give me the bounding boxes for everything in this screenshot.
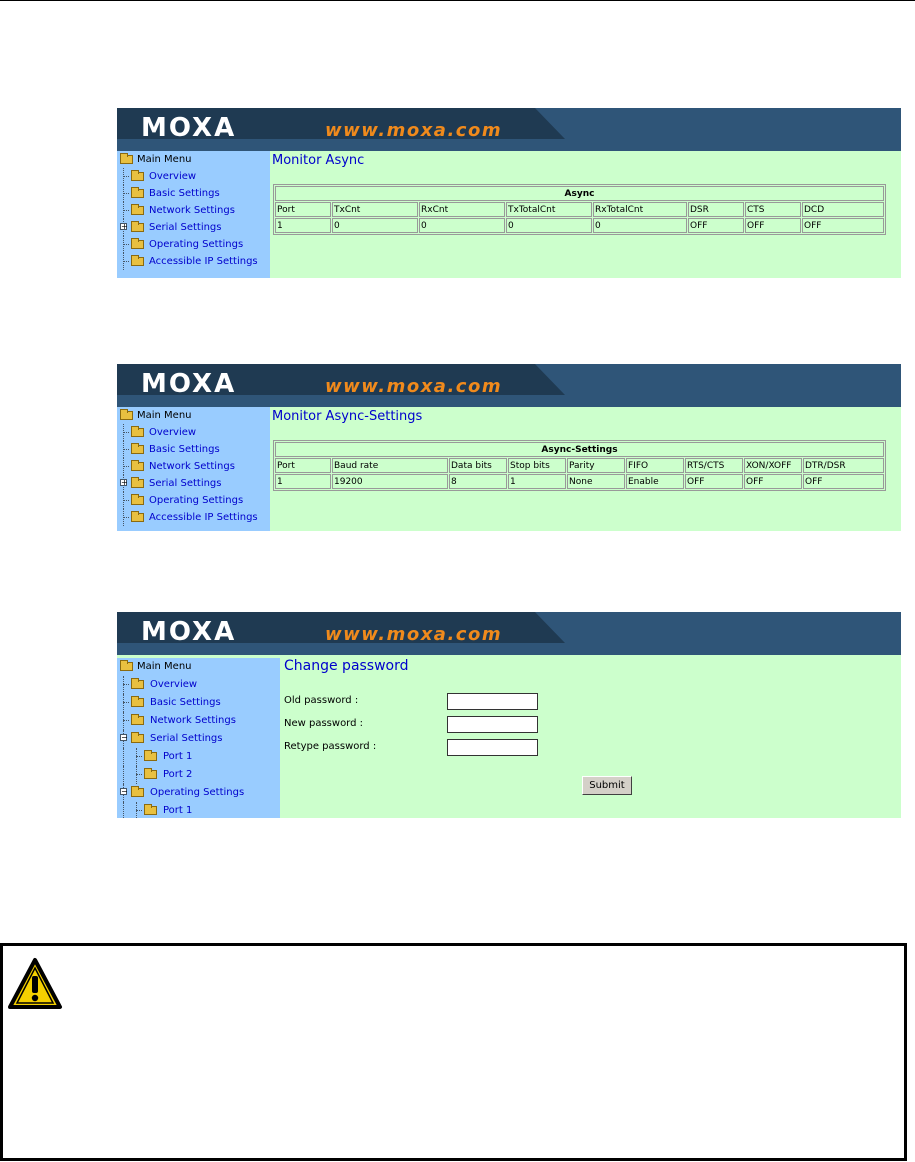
page-top-rule	[0, 0, 915, 1]
content-area	[270, 407, 901, 531]
warning-icon	[7, 956, 63, 1012]
async-settings-table	[273, 440, 886, 491]
folder-open-icon	[120, 155, 133, 164]
folder-icon	[131, 240, 144, 249]
folder-icon	[144, 806, 157, 815]
expand-plus-icon[interactable]: +	[121, 478, 128, 487]
menu-operating-settings[interactable]: Operating Settings	[117, 492, 270, 509]
main-menu-sidebar	[117, 151, 270, 278]
menu-operating-settings[interactable]: Operating Settings	[117, 236, 270, 253]
new-password-label: New password :	[284, 718, 364, 729]
folder-icon	[131, 496, 144, 505]
moxa-url[interactable]: www.moxa.com	[325, 376, 503, 397]
table-row: 1 19200 8 1 None Enable OFF OFF OFF	[275, 474, 884, 489]
folder-icon	[131, 172, 144, 181]
moxa-banner	[117, 612, 901, 655]
folder-icon	[131, 479, 144, 488]
menu-operating-settings[interactable]: − Operating Settings	[117, 784, 280, 802]
moxa-banner	[117, 364, 901, 407]
folder-icon	[131, 189, 144, 198]
table-caption: Async-Settings	[275, 442, 884, 457]
menu-main-menu[interactable]: Main Menu	[117, 407, 270, 424]
table-caption: Async	[275, 186, 884, 201]
async-table	[273, 184, 886, 235]
menu-main-menu[interactable]: Main Menu	[117, 658, 280, 676]
table-header-row: Port TxCnt RxCnt TxTotalCnt RxTotalCnt DSR CTS DCD	[275, 202, 884, 217]
table-row: 1 0 0 0 0 OFF OFF OFF	[275, 218, 884, 233]
page-title: Monitor Async-Settings	[272, 409, 423, 424]
menu-main-menu[interactable]: Main Menu	[117, 151, 270, 168]
old-password-input[interactable]	[447, 693, 538, 710]
folder-icon	[131, 716, 144, 725]
moxa-logo: MOXA	[141, 617, 237, 647]
menu-basic-settings[interactable]: Basic Settings	[117, 185, 270, 202]
folder-icon	[131, 513, 144, 522]
moxa-logo: MOXA	[141, 369, 237, 399]
folder-icon	[131, 223, 144, 232]
new-password-input[interactable]	[447, 716, 538, 733]
content-area	[280, 655, 901, 818]
folder-icon	[131, 462, 144, 471]
menu-overview[interactable]: Overview	[117, 424, 270, 441]
folder-open-icon	[131, 788, 144, 797]
folder-icon	[131, 445, 144, 454]
menu-network-settings[interactable]: Network Settings	[117, 458, 270, 475]
menu-serial-settings[interactable]: + Serial Settings	[117, 219, 270, 236]
main-menu-sidebar	[117, 658, 280, 818]
monitor-async-screenshot	[117, 108, 901, 278]
menu-serial-settings[interactable]: − Serial Settings	[117, 730, 280, 748]
retype-password-label: Retype password :	[284, 741, 377, 752]
folder-icon	[131, 698, 144, 707]
moxa-url[interactable]: www.moxa.com	[325, 624, 503, 645]
menu-accessible-ip-settings[interactable]: Accessible IP Settings	[117, 253, 270, 270]
expand-plus-icon[interactable]: +	[121, 222, 128, 231]
page-title: Monitor Async	[272, 153, 365, 168]
menu-network-settings[interactable]: Network Settings	[117, 712, 280, 730]
folder-icon	[131, 206, 144, 215]
folder-open-icon	[120, 411, 133, 420]
menu-network-settings[interactable]: Network Settings	[117, 202, 270, 219]
folder-icon	[131, 680, 144, 689]
collapse-minus-icon[interactable]: −	[121, 733, 128, 742]
menu-serial-port-1[interactable]: Port 1	[117, 748, 280, 766]
folder-icon	[144, 752, 157, 761]
menu-operating-port-1[interactable]: Port 1	[117, 802, 280, 818]
moxa-url[interactable]: www.moxa.com	[325, 120, 503, 141]
menu-basic-settings[interactable]: Basic Settings	[117, 441, 270, 458]
folder-icon	[131, 257, 144, 266]
old-password-label: Old password :	[284, 695, 359, 706]
folder-icon	[131, 428, 144, 437]
moxa-logo: MOXA	[141, 113, 237, 143]
menu-accessible-ip-settings[interactable]: Accessible IP Settings	[117, 509, 270, 526]
retype-password-input[interactable]	[447, 739, 538, 756]
content-area	[270, 151, 901, 278]
menu-overview[interactable]: Overview	[117, 168, 270, 185]
folder-open-icon	[131, 734, 144, 743]
change-password-screenshot	[117, 612, 901, 818]
menu-overview[interactable]: Overview	[117, 676, 280, 694]
main-menu-sidebar	[117, 407, 270, 531]
table-header-row: Port Baud rate Data bits Stop bits Parity FIFO RTS/CTS XON/XOFF DTR/DSR	[275, 458, 884, 473]
folder-icon	[144, 770, 157, 779]
menu-basic-settings[interactable]: Basic Settings	[117, 694, 280, 712]
page-title: Change password	[284, 658, 409, 674]
menu-serial-settings[interactable]: + Serial Settings	[117, 475, 270, 492]
submit-button[interactable]: Submit	[582, 776, 632, 795]
caution-box	[0, 943, 907, 1161]
menu-serial-port-2[interactable]: Port 2	[117, 766, 280, 784]
folder-open-icon	[120, 662, 133, 671]
monitor-async-settings-screenshot	[117, 364, 901, 531]
collapse-minus-icon[interactable]: −	[121, 787, 128, 796]
moxa-banner	[117, 108, 901, 151]
